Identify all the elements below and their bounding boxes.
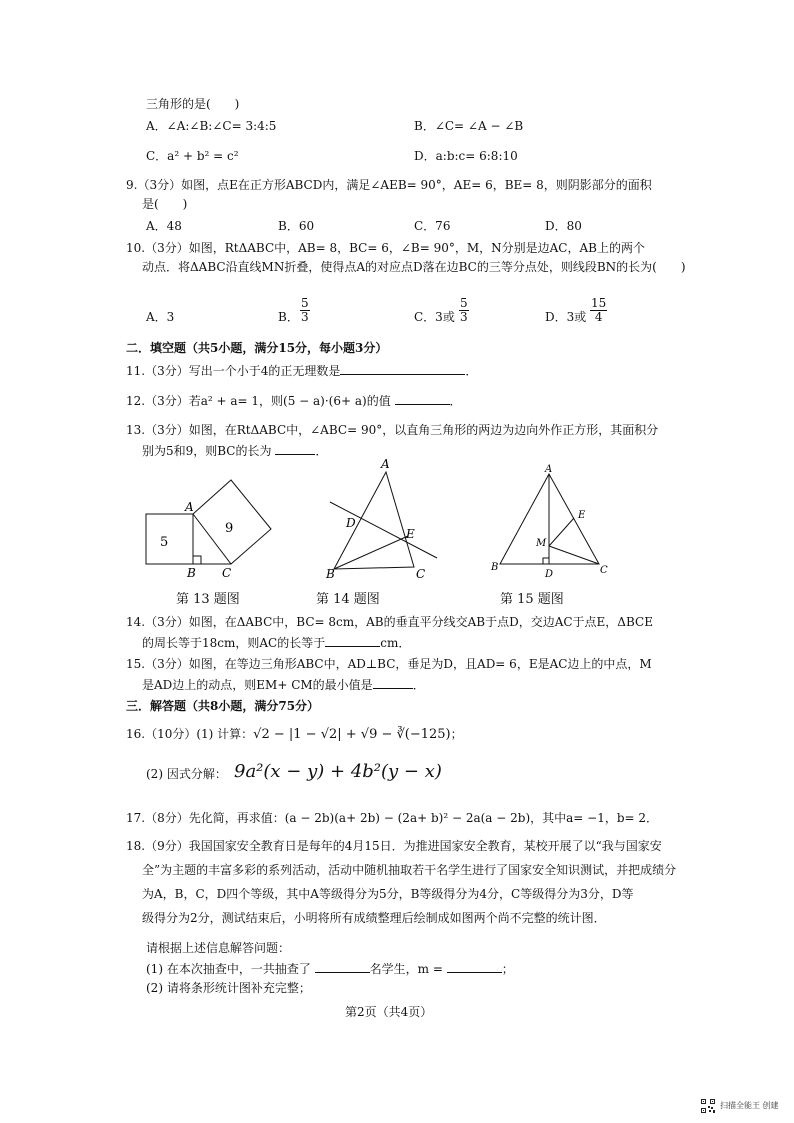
- section-3-heading: 三．解答题（共8小题，满分75分）: [126, 699, 320, 713]
- fig15-label-b: B: [491, 562, 499, 573]
- q13-line2: 别为5和9，则BC的长为: [142, 444, 272, 458]
- fig15-label-a: A: [545, 464, 553, 475]
- fig13-label-b: B: [187, 566, 196, 580]
- q18-sub1-blank-count[interactable]: [315, 960, 370, 973]
- q15-answer-blank[interactable]: [373, 676, 413, 689]
- fig14-label-e: E: [406, 527, 415, 541]
- q18-sub1-blank-m[interactable]: [447, 960, 502, 973]
- q10-option-d-label: D．3或: [545, 310, 587, 324]
- q18-line2: 全”为主题的丰富多彩的系列活动，活动中随机抽取若干名学生进行了国家安全知识测试，并把成绩分: [142, 863, 677, 877]
- q10-c-numerator: 5: [460, 296, 468, 310]
- q8-tail: 三角形的是( ): [146, 97, 240, 111]
- q10-line1: 10.（3分）如图，RtΔABC中，AB= 8，BC= 6，∠B= 90°，M，N分别是边AC，AB上的两个: [126, 241, 645, 255]
- q10-option-c-label: C．3或: [414, 310, 455, 324]
- fig15-segment-mc: [549, 546, 599, 564]
- fig14-segment-be: [334, 536, 408, 569]
- q14-answer-blank[interactable]: [325, 634, 380, 647]
- q10-b-numerator: 5: [301, 296, 309, 310]
- q14-line1: 14.（3分）如图，在ΔABC中，BC= 8cm，AB的垂直平分线交AB于点D，交边AC于点E，ΔBCE: [126, 615, 653, 629]
- q10-option-b-label: B．: [278, 310, 299, 324]
- fig15-right-angle: [543, 558, 549, 564]
- q17-text: 17.（8分）先化简，再求值：(a − 2b)(a+ 2b) − (2a+ b)² − 2a(a − 2b)，其中a= −1，b= 2．: [126, 811, 659, 825]
- q10-option-a: A．3: [146, 310, 175, 324]
- section-2-heading: 二．填空题（共5小题，满分15分，每小题3分）: [126, 341, 388, 355]
- q8-option-a: A．∠A:∠B:∠C= 3:4:5: [146, 119, 277, 133]
- q9-option-c: C．76: [414, 219, 451, 233]
- fig15-label-d: D: [545, 569, 554, 580]
- q9-option-d: D．80: [545, 219, 582, 233]
- q8-option-c: C．a² + b² = c²: [146, 149, 239, 163]
- q16-part1-expression: √2 − |1 − √2| + √9 − ∛(−125): [253, 727, 451, 742]
- q16-part1-end: ；: [450, 727, 463, 741]
- q18-line4: 级得分为2分，测试结束后，小明将所有成绩整理后绘制成如图两个尚不完整的统计图．: [142, 911, 606, 925]
- q18-line3: 为A，B，C，D四个等级，其中A等级得分为5分，B等级得分为4分，C等级得分为3分，D等: [142, 887, 634, 901]
- q16-part2-expression: 9a²(x − y) + 4b²(y − x): [234, 761, 442, 782]
- q18-sub2: (2) 请将条形统计图补充完整；: [146, 981, 311, 995]
- fig14-perpendicular-bisector: [330, 502, 437, 558]
- q15-end: ．: [412, 678, 425, 692]
- fig13-area-right: 9: [225, 521, 234, 536]
- q10-c-denominator: 3: [460, 310, 468, 324]
- q13-line1: 13.（3分）如图，在RtΔABC中，∠ABC= 90°，以直角三角形的两边为边向外作正方形，其面积分: [126, 423, 659, 437]
- q11-end: ．: [465, 364, 478, 378]
- fig15-caption: 第 15 题图: [500, 592, 564, 607]
- q10-d-denominator: 4: [594, 310, 603, 324]
- q18-sub1-b: 名学生，m =: [369, 962, 443, 976]
- q13-end: ．: [315, 444, 328, 458]
- figure-13: [146, 480, 271, 564]
- q8-option-d: D．a:b:c= 6:8:10: [414, 149, 518, 163]
- watermark-text: 扫描全能王 创建: [720, 1101, 779, 1110]
- fig15-label-e: E: [578, 510, 586, 521]
- page-footer: 第2页（共4页）: [345, 1005, 433, 1019]
- fig14-label-d: D: [346, 516, 356, 530]
- fig14-label-a: A: [381, 457, 390, 471]
- q10-line2: 动点．将ΔABC沿直线MN折叠，使得点A的对应点D落在边BC的三等分点处，则线段BN的长为( ): [142, 260, 686, 274]
- fig14-label-c: C: [416, 567, 426, 581]
- fig15-label-c: C: [600, 565, 608, 576]
- q9-option-a: A．48: [146, 219, 182, 233]
- q18-prompt: 请根据上述信息解答问题：: [146, 941, 291, 955]
- fig14-label-b: B: [326, 567, 335, 581]
- fig13-square-left: [146, 514, 193, 564]
- fig13-label-a: A: [185, 500, 194, 514]
- q8-option-b: B．∠C= ∠A − ∠B: [414, 119, 524, 133]
- fig13-right-angle: [193, 556, 201, 564]
- q15-line1: 15.（3分）如图，在等边三角形ABC中，AD⊥BC，垂足为D，且AD= 6，E是AC边上的中点，M: [126, 657, 652, 671]
- q14-line2-wrap: [142, 634, 410, 651]
- q15-line2-wrap: [142, 676, 425, 693]
- q9-line2: 是( ): [142, 197, 188, 211]
- q9-line1: 9.（3分）如图，点E在正方形ABCD内，满足∠AEB= 90°，AE= 6，BE= 8，则阴影部分的面积: [126, 178, 652, 192]
- q18-sub1-end: ；: [501, 962, 514, 976]
- fig14-caption: 第 14 题图: [316, 592, 380, 607]
- fig13-caption: 第 13 题图: [176, 592, 240, 607]
- fig13-area-left: 5: [160, 535, 169, 550]
- q16-part2-label: (2) 因式分解：: [146, 767, 227, 781]
- q14-end: cm．: [380, 636, 411, 650]
- fig13-label-c: C: [222, 566, 232, 580]
- fig15-label-m: M: [536, 538, 547, 549]
- q12-end: ．: [449, 394, 462, 408]
- q9-option-b: B．60: [278, 219, 315, 233]
- q18-sub1-a: (1) 在本次抽查中，一共抽查了: [146, 962, 311, 976]
- q16-part1-label: 16.（10分）(1) 计算：: [126, 727, 254, 741]
- q14-line2: 的周长等于18cm，则AC的长等于: [142, 636, 326, 650]
- qr-code-icon: [700, 1098, 716, 1114]
- q15-line2: 是AD边上的动点，则EM+ CM的最小值是: [142, 678, 373, 692]
- q16-part1: [126, 726, 463, 743]
- q10-b-denominator: 3: [301, 310, 309, 324]
- q18-sub1: [146, 960, 514, 977]
- q18-line1: 18.（9分）我国国家安全教育日是每年的4月15日．为推进国家安全教育，某校开展了以“我与国家安: [126, 839, 662, 853]
- q12-prompt: 12.（3分）若a² + a= 1，则(5 − a)·(6+ a)的值: [126, 394, 391, 408]
- q10-d-numerator: 15: [591, 296, 607, 310]
- fig15-segment-me: [549, 518, 574, 546]
- q11-prompt: 11.（3分）写出一个小于4的正无理数是: [126, 364, 341, 378]
